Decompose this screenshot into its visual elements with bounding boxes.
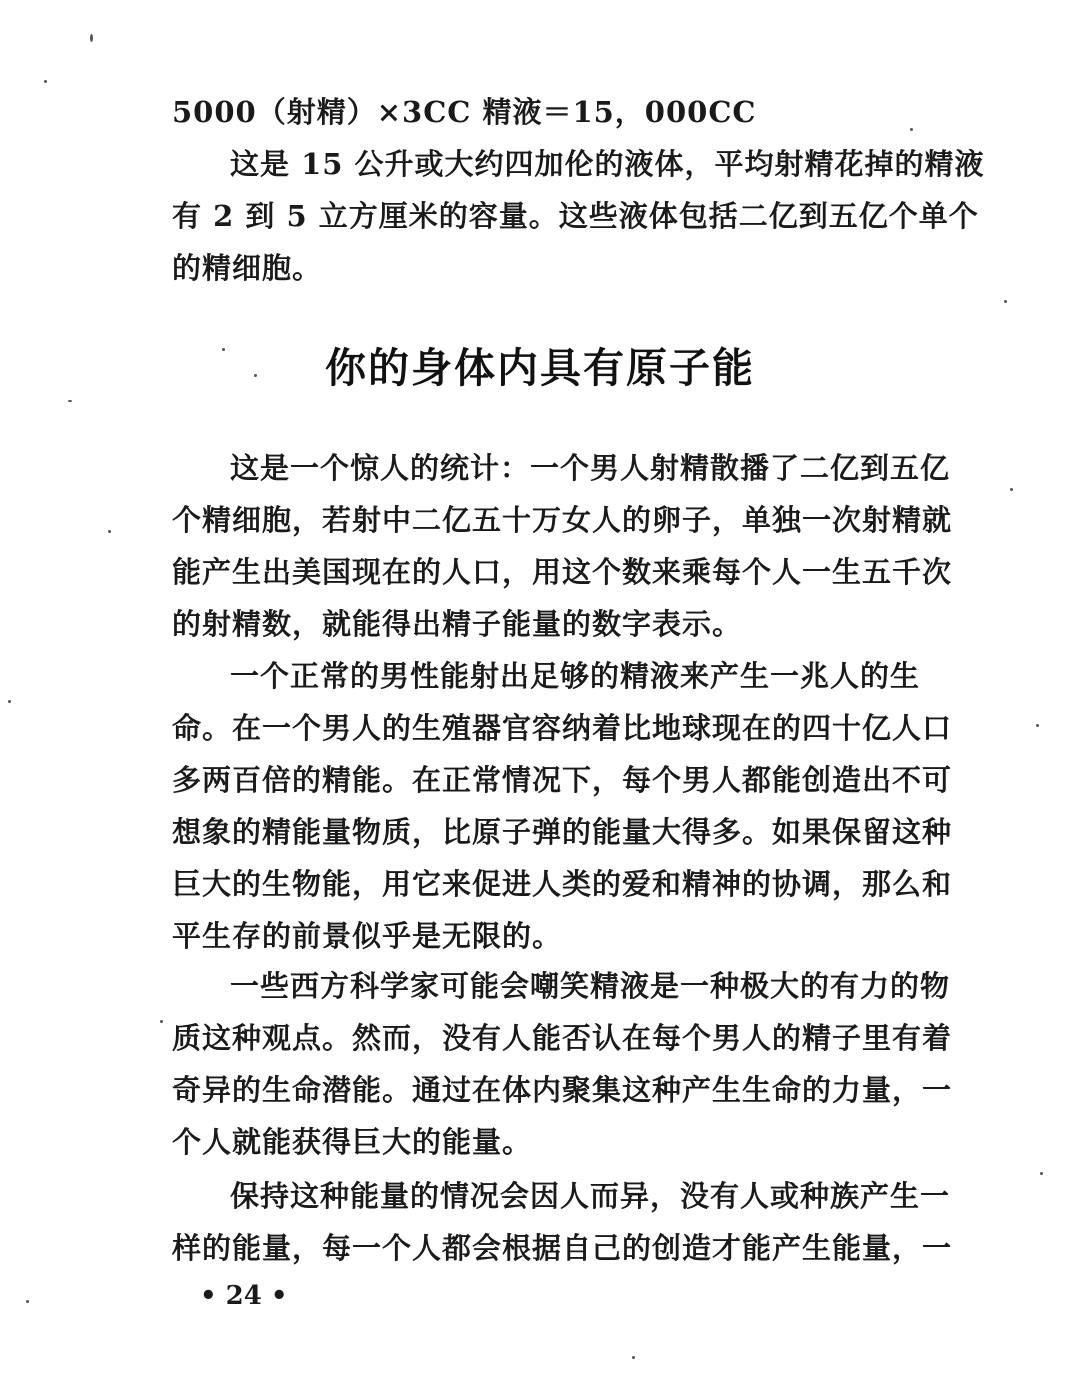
scan-speck xyxy=(8,700,11,703)
scan-speck xyxy=(160,1020,163,1023)
text-line: 一些西方科学家可能会嘲笑精液是一种极大的有力的物 xyxy=(230,969,951,1003)
text-line: 能产生出美国现在的人口，用这个数来乘每个人一生五千次 xyxy=(172,555,953,589)
text-line: 样的能量，每一个人都会根据自己的创造才能产生能量，一 xyxy=(172,1231,953,1265)
scan-speck xyxy=(1040,1172,1043,1175)
text-line: 巨大的生物能，用它来促进人类的爱和精神的协调，那么和 xyxy=(172,867,953,901)
scan-speck xyxy=(90,34,93,42)
scan-speck xyxy=(632,1356,635,1359)
scan-speck xyxy=(1010,488,1013,491)
scan-speck xyxy=(108,530,111,533)
scan-speck xyxy=(68,400,72,402)
scan-speck xyxy=(26,1300,29,1303)
text-line: 有 2 到 5 立方厘米的容量。这些液体包括二亿到五亿个单个 xyxy=(172,199,979,233)
text-line-formula: 5000（射精）×3CC 精液＝15，000CC xyxy=(172,95,757,129)
text-line: 这是一个惊人的统计：一个男人射精散播了二亿到五亿 xyxy=(230,451,951,485)
text-line: 一个正常的男性能射出足够的精液来产生一兆人的生 xyxy=(230,659,921,693)
text-line: 多两百倍的精能。在正常情况下，每个男人都能创造出不可 xyxy=(172,763,953,797)
text-line: 的精细胞。 xyxy=(172,251,323,285)
text-line: 奇异的生命潜能。通过在体内聚集这种产生生命的力量，一 xyxy=(172,1073,953,1107)
text-line: 想象的精能量物质，比原子弹的能量大得多。如果保留这种 xyxy=(172,815,953,849)
text-line: 的射精数，就能得出精子能量的数字表示。 xyxy=(172,607,743,641)
scan-speck xyxy=(1004,300,1007,303)
text-line: 这是 15 公升或大约四加伦的液体，平均射精花掉的精液 xyxy=(230,147,985,181)
scan-speck xyxy=(44,80,47,83)
text-line: 保持这种能量的情况会因人而异，没有人或种族产生一 xyxy=(230,1179,951,1213)
text-line: 个精细胞，若射中二亿五十万女人的卵子，单独一次射精就 xyxy=(172,503,953,537)
section-heading: 你的身体内具有原子能 xyxy=(325,344,755,392)
text-line: 质这种观点。然而，没有人能否认在每个男人的精子里有着 xyxy=(172,1021,953,1055)
text-line: 平生存的前景似乎是无限的。 xyxy=(172,919,563,953)
scan-speck xyxy=(1036,724,1039,727)
page-number: • 24 • xyxy=(200,1281,288,1311)
text-line: 命。在一个男人的生殖器官容纳着比地球现在的四十亿人口 xyxy=(172,711,953,745)
text-line: 个人就能获得巨大的能量。 xyxy=(172,1125,533,1159)
